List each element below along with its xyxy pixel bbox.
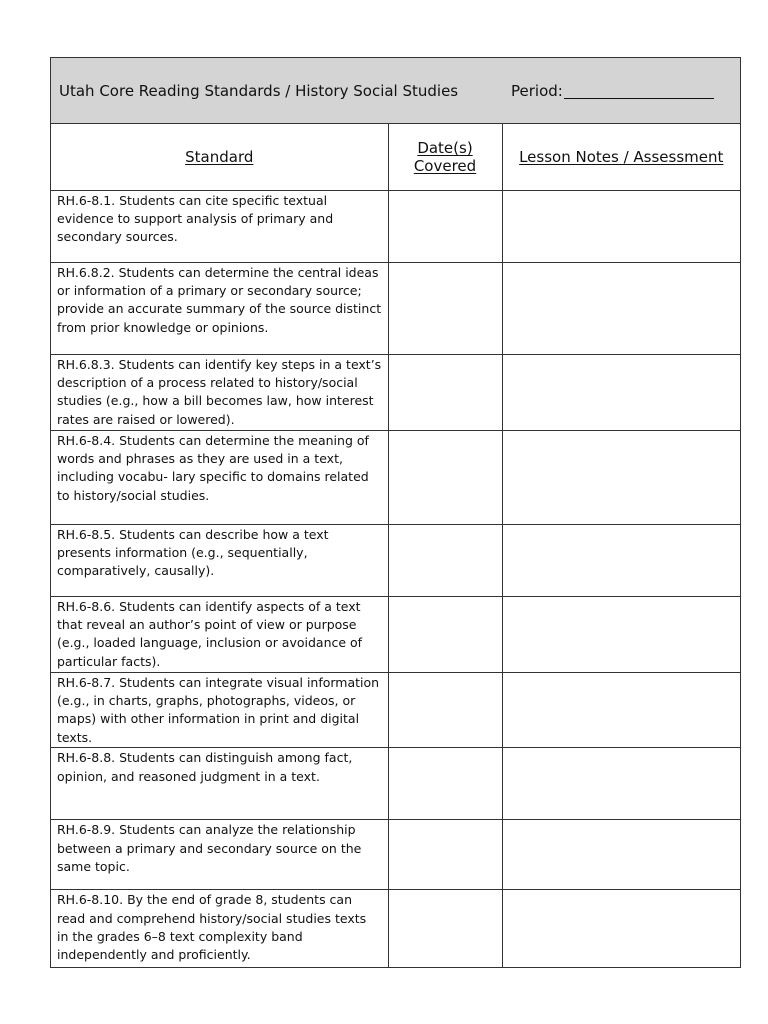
dates-cell[interactable] [388,672,502,748]
standard-cell: RH.6-8.8. Students can distinguish among fact, opinion, and reasoned judgment in a text. [51,748,388,820]
notes-cell[interactable] [502,672,740,748]
standard-cell: RH.6.8.2. Students can determine the central ideas or information of a primary or secondary source; provide an accurate summary of the source distinct from prior knowledge or opinions. [51,262,388,354]
dates-cell[interactable] [388,354,502,430]
dates-cell[interactable] [388,190,502,262]
page-title: Utah Core Reading Standards / History Social Studies [59,81,459,100]
notes-cell[interactable] [502,596,740,672]
table-row [51,430,740,524]
table-row [51,524,740,596]
dates-cell[interactable] [388,890,502,967]
standard-cell: RH.6-8.9. Students can analyze the relationship between a primary and secondary source on the same topic. [51,820,388,890]
column-header-dates: Date(s) Covered [388,124,502,190]
standard-cell: RH.6-8.6. Students can identify aspects of a text that reveal an author’s point of view or purpose (e.g., loaded language, inclusion or avoidance of particular facts). [51,596,388,672]
standard-cell: RH.6-8.10. By the end of grade 8, students can read and comprehend history/social studies texts in the grades 6–8 text complexity band independently and proficiently. [51,890,388,967]
standard-cell: RH.6-8.5. Students can describe how a text presents information (e.g., sequentially, comparatively, causally). [51,524,388,596]
notes-cell[interactable] [502,524,740,596]
notes-cell[interactable] [502,890,740,967]
table-row [51,190,740,262]
notes-cell[interactable] [502,430,740,524]
table-row [51,596,740,672]
dates-cell[interactable] [388,524,502,596]
dates-cell[interactable] [388,596,502,672]
standards-table [51,124,740,967]
standards-worksheet [50,57,741,968]
table-row [51,672,740,748]
table-row [51,890,740,967]
table-row [51,262,740,354]
notes-cell[interactable] [502,820,740,890]
table-row [51,748,740,820]
standard-cell: RH.6-8.7. Students can integrate visual information (e.g., in charts, graphs, photographs, videos, or maps) with other information in print and digital texts. [51,672,388,748]
standard-cell: RH.6.8.3. Students can identify key steps in a text’s description of a process related to history/social studies (e.g., how a bill becomes law, how interest rates are raised or lowered). [51,354,388,430]
notes-cell[interactable] [502,190,740,262]
column-header-standard: Standard [51,124,388,190]
table-row [51,820,740,890]
period-blank-line[interactable] [564,82,714,99]
notes-cell[interactable] [502,748,740,820]
dates-cell[interactable] [388,748,502,820]
period-label: Period: [511,81,563,100]
title-bar [51,58,740,124]
notes-cell[interactable] [502,262,740,354]
table-row [51,354,740,430]
table-header-row [51,124,740,190]
column-header-notes: Lesson Notes / Assessment [502,124,740,190]
standard-cell: RH.6-8.1. Students can cite specific textual evidence to support analysis of primary and secondary sources. [51,190,388,262]
notes-cell[interactable] [502,354,740,430]
dates-cell[interactable] [388,820,502,890]
dates-cell[interactable] [388,262,502,354]
dates-cell[interactable] [388,430,502,524]
standard-cell: RH.6-8.4. Students can determine the meaning of words and phrases as they are used in a text, including vocabu- lary specific to domains related to history/social studies. [51,430,388,524]
